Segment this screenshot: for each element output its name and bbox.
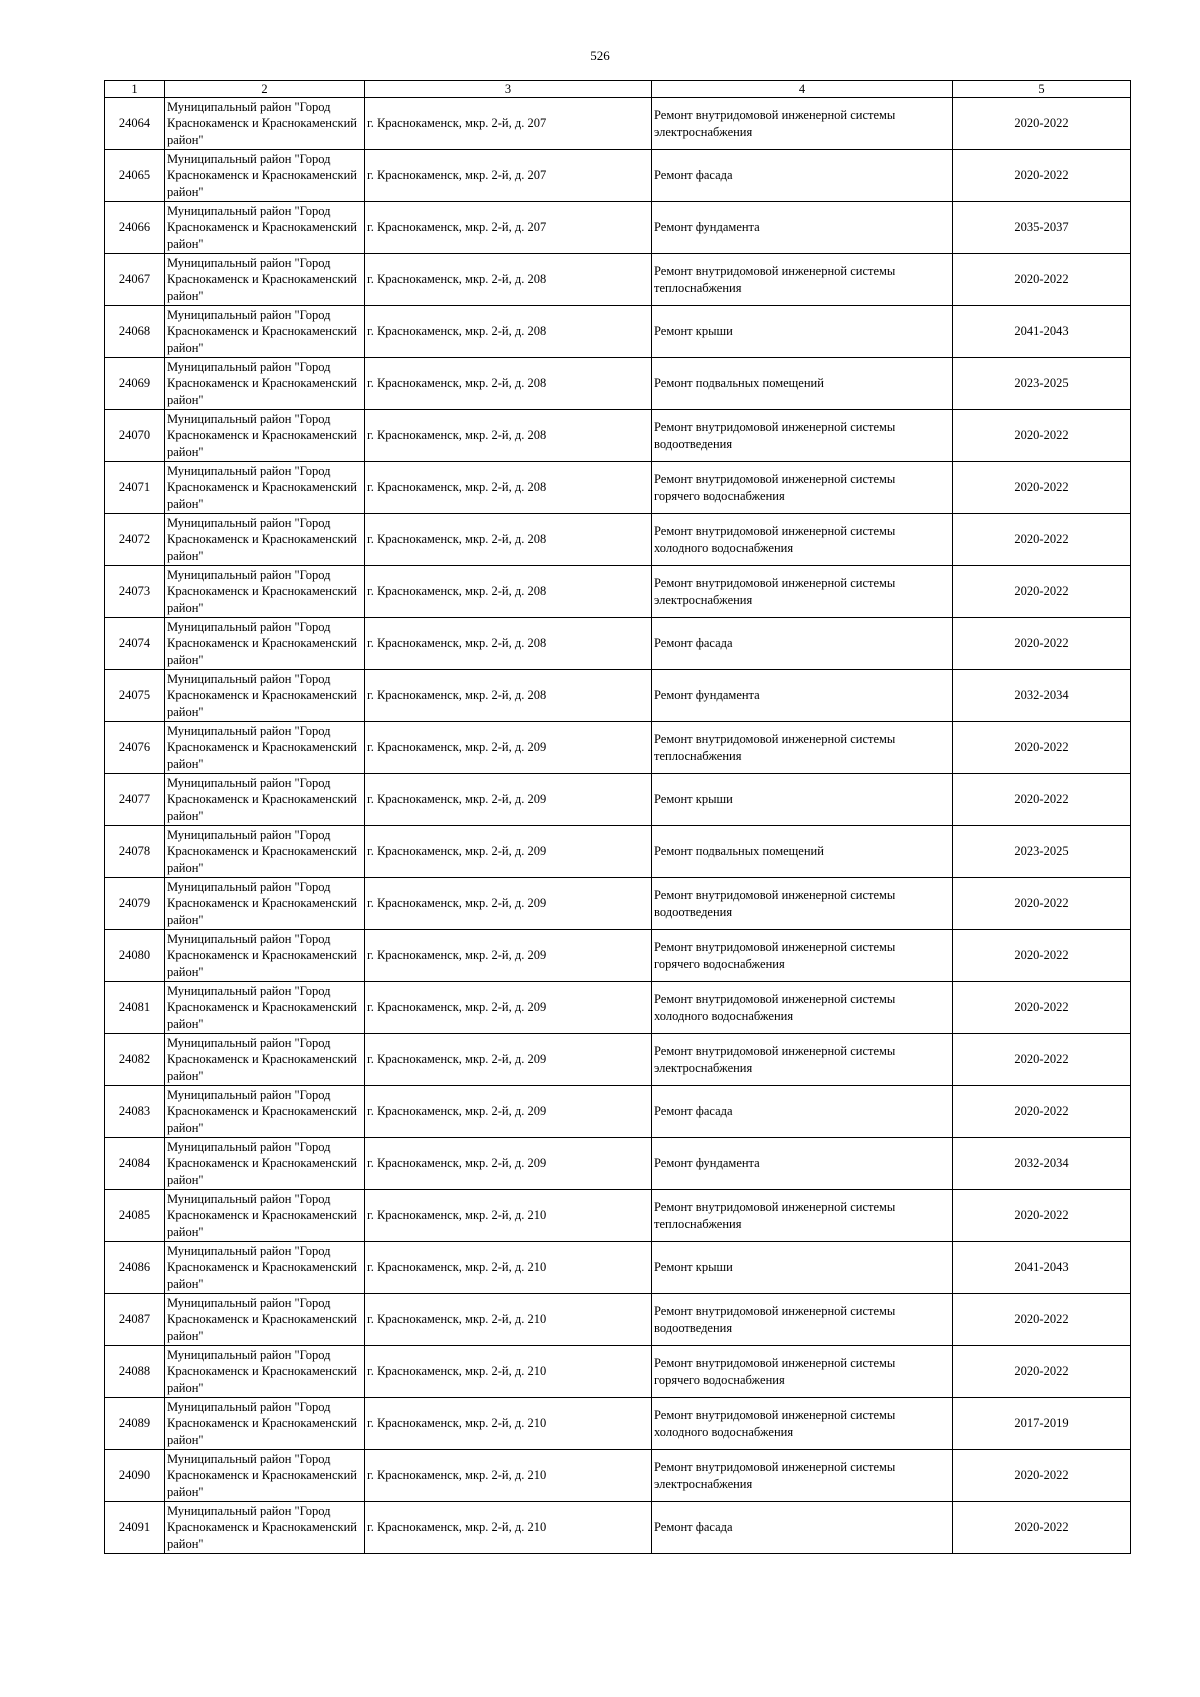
table-row: [105, 1034, 1131, 1086]
row-number-cell: 24065: [105, 150, 165, 202]
column-header-2: 2: [165, 81, 365, 98]
work-type-cell: [652, 98, 953, 150]
period-cell: 2017-2019: [953, 1398, 1131, 1450]
address-cell: г. Краснокаменск, мкр. 2-й, д. 210: [365, 1294, 652, 1346]
work-type-cell: [652, 202, 953, 254]
work-type-cell: [652, 670, 953, 722]
municipality-cell: Муниципальный район "Город Краснокаменск и Краснокаменский район": [165, 566, 365, 618]
work-type-cell: [652, 1138, 953, 1190]
column-header-3: 3: [365, 81, 652, 98]
work-type-cell: [652, 150, 953, 202]
period-cell: 2020-2022: [953, 1086, 1131, 1138]
table-row: [105, 1242, 1131, 1294]
work-type-cell: [652, 462, 953, 514]
row-number-cell: 24084: [105, 1138, 165, 1190]
period-cell: 2020-2022: [953, 1034, 1131, 1086]
table-row: [105, 618, 1131, 670]
work-type-cell: [652, 306, 953, 358]
period-cell: 2020-2022: [953, 1450, 1131, 1502]
table-header: [105, 81, 1131, 98]
work-type-text: Ремонт внутридомовой инженерной системы электроснабжения: [654, 1460, 896, 1491]
table-row: [105, 826, 1131, 878]
row-number-cell: 24072: [105, 514, 165, 566]
municipality-cell: Муниципальный район "Город Краснокаменск и Краснокаменский район": [165, 306, 365, 358]
period-cell: 2020-2022: [953, 878, 1131, 930]
period-cell: 2020-2022: [953, 930, 1131, 982]
work-type-text: Ремонт фасада: [654, 1104, 733, 1119]
municipality-cell: Муниципальный район "Город Краснокаменск и Краснокаменский район": [165, 930, 365, 982]
row-number-cell: 24077: [105, 774, 165, 826]
work-type-text: Ремонт крыши: [654, 324, 733, 339]
work-type-cell: [652, 1242, 953, 1294]
table-row: [105, 514, 1131, 566]
address-cell: г. Краснокаменск, мкр. 2-й, д. 209: [365, 878, 652, 930]
row-number-cell: 24073: [105, 566, 165, 618]
address-cell: г. Краснокаменск, мкр. 2-й, д. 209: [365, 1138, 652, 1190]
page-number: 526: [590, 48, 610, 63]
municipality-cell: Муниципальный район "Город Краснокаменск и Краснокаменский район": [165, 98, 365, 150]
municipality-cell: Муниципальный район "Город Краснокаменск и Краснокаменский район": [165, 1086, 365, 1138]
address-cell: г. Краснокаменск, мкр. 2-й, д. 210: [365, 1346, 652, 1398]
municipality-cell: Муниципальный район "Город Краснокаменск и Краснокаменский район": [165, 358, 365, 410]
work-type-cell: [652, 930, 953, 982]
period-cell: 2020-2022: [953, 1294, 1131, 1346]
period-cell: 2020-2022: [953, 462, 1131, 514]
row-number-cell: 24075: [105, 670, 165, 722]
municipality-cell: Муниципальный район "Город Краснокаменск и Краснокаменский район": [165, 1450, 365, 1502]
work-type-text: Ремонт внутридомовой инженерной системы водоотведения: [654, 1304, 896, 1335]
table-row: [105, 566, 1131, 618]
municipality-cell: Муниципальный район "Город Краснокаменск и Краснокаменский район": [165, 462, 365, 514]
period-cell: 2020-2022: [953, 774, 1131, 826]
row-number-cell: 24087: [105, 1294, 165, 1346]
municipality-cell: Муниципальный район "Город Краснокаменск и Краснокаменский район": [165, 1398, 365, 1450]
address-cell: г. Краснокаменск, мкр. 2-й, д. 208: [365, 410, 652, 462]
address-cell: г. Краснокаменск, мкр. 2-й, д. 208: [365, 306, 652, 358]
work-type-cell: [652, 1502, 953, 1554]
column-header-1: 1: [105, 81, 165, 98]
table-row: [105, 98, 1131, 150]
municipality-cell: Муниципальный район "Город Краснокаменск и Краснокаменский район": [165, 1502, 365, 1554]
table-row: [105, 254, 1131, 306]
repair-schedule-table: [104, 80, 1131, 1554]
work-type-text: Ремонт внутридомовой инженерной системы электроснабжения: [654, 1044, 896, 1075]
municipality-cell: Муниципальный район "Город Краснокаменск и Краснокаменский район": [165, 1138, 365, 1190]
municipality-cell: Муниципальный район "Город Краснокаменск и Краснокаменский район": [165, 774, 365, 826]
period-cell: 2035-2037: [953, 202, 1131, 254]
municipality-cell: Муниципальный район "Город Краснокаменск и Краснокаменский район": [165, 1034, 365, 1086]
period-cell: 2020-2022: [953, 722, 1131, 774]
work-type-text: Ремонт крыши: [654, 792, 733, 807]
row-number-cell: 24083: [105, 1086, 165, 1138]
address-cell: г. Краснокаменск, мкр. 2-й, д. 209: [365, 930, 652, 982]
table-row: [105, 1502, 1131, 1554]
address-cell: г. Краснокаменск, мкр. 2-й, д. 210: [365, 1398, 652, 1450]
table-row: [105, 722, 1131, 774]
table-body: [105, 98, 1131, 1554]
work-type-cell: [652, 1398, 953, 1450]
table-row: [105, 982, 1131, 1034]
work-type-cell: [652, 618, 953, 670]
work-type-text: Ремонт внутридомовой инженерной системы теплоснабжения: [654, 264, 896, 295]
address-cell: г. Краснокаменск, мкр. 2-й, д. 210: [365, 1450, 652, 1502]
header-row: [105, 81, 1131, 98]
table-row: [105, 670, 1131, 722]
work-type-text: Ремонт внутридомовой инженерной системы водоотведения: [654, 420, 896, 451]
work-type-text: Ремонт внутридомовой инженерной системы теплоснабжения: [654, 1200, 896, 1231]
work-type-cell: [652, 1190, 953, 1242]
address-cell: г. Краснокаменск, мкр. 2-й, д. 208: [365, 462, 652, 514]
address-cell: г. Краснокаменск, мкр. 2-й, д. 208: [365, 618, 652, 670]
row-number-cell: 24085: [105, 1190, 165, 1242]
row-number-cell: 24074: [105, 618, 165, 670]
address-cell: г. Краснокаменск, мкр. 2-й, д. 209: [365, 1086, 652, 1138]
period-cell: 2032-2034: [953, 1138, 1131, 1190]
work-type-text: Ремонт внутридомовой инженерной системы электроснабжения: [654, 576, 896, 607]
period-cell: 2020-2022: [953, 98, 1131, 150]
address-cell: г. Краснокаменск, мкр. 2-й, д. 209: [365, 982, 652, 1034]
table-row: [105, 1346, 1131, 1398]
table-row: [105, 774, 1131, 826]
table-row: [105, 306, 1131, 358]
work-type-text: Ремонт подвальных помещений: [654, 376, 824, 391]
row-number-cell: 24076: [105, 722, 165, 774]
municipality-cell: Муниципальный район "Город Краснокаменск и Краснокаменский район": [165, 150, 365, 202]
period-cell: 2020-2022: [953, 410, 1131, 462]
address-cell: г. Краснокаменск, мкр. 2-й, д. 209: [365, 774, 652, 826]
work-type-cell: [652, 826, 953, 878]
municipality-cell: Муниципальный район "Город Краснокаменск и Краснокаменский район": [165, 722, 365, 774]
table-row: [105, 202, 1131, 254]
row-number-cell: 24082: [105, 1034, 165, 1086]
table-row: [105, 1190, 1131, 1242]
table-row: [105, 930, 1131, 982]
table-row: [105, 1138, 1131, 1190]
municipality-cell: Муниципальный район "Город Краснокаменск и Краснокаменский район": [165, 1242, 365, 1294]
table-row: [105, 462, 1131, 514]
row-number-cell: 24069: [105, 358, 165, 410]
period-cell: 2020-2022: [953, 982, 1131, 1034]
work-type-text: Ремонт внутридомовой инженерной системы электроснабжения: [654, 108, 896, 139]
table-row: [105, 150, 1131, 202]
municipality-cell: Муниципальный район "Город Краснокаменск и Краснокаменский район": [165, 826, 365, 878]
work-type-text: Ремонт фундамента: [654, 688, 760, 703]
period-cell: 2020-2022: [953, 514, 1131, 566]
municipality-cell: Муниципальный район "Город Краснокаменск и Краснокаменский район": [165, 670, 365, 722]
work-type-cell: [652, 358, 953, 410]
period-cell: 2023-2025: [953, 358, 1131, 410]
municipality-cell: Муниципальный район "Город Краснокаменск и Краснокаменский район": [165, 514, 365, 566]
municipality-cell: Муниципальный район "Город Краснокаменск и Краснокаменский район": [165, 1294, 365, 1346]
address-cell: г. Краснокаменск, мкр. 2-й, д. 209: [365, 826, 652, 878]
period-cell: 2020-2022: [953, 254, 1131, 306]
work-type-cell: [652, 774, 953, 826]
table-row: [105, 1086, 1131, 1138]
municipality-cell: Муниципальный район "Город Краснокаменск и Краснокаменский район": [165, 618, 365, 670]
municipality-cell: Муниципальный район "Город Краснокаменск и Краснокаменский район": [165, 254, 365, 306]
work-type-cell: [652, 1034, 953, 1086]
work-type-text: Ремонт внутридомовой инженерной системы горячего водоснабжения: [654, 940, 896, 971]
work-type-cell: [652, 254, 953, 306]
period-cell: 2020-2022: [953, 1502, 1131, 1554]
row-number-cell: 24091: [105, 1502, 165, 1554]
address-cell: г. Краснокаменск, мкр. 2-й, д. 208: [365, 514, 652, 566]
work-type-text: Ремонт фундамента: [654, 1156, 760, 1171]
row-number-cell: 24079: [105, 878, 165, 930]
work-type-cell: [652, 1346, 953, 1398]
municipality-cell: Муниципальный район "Город Краснокаменск и Краснокаменский район": [165, 202, 365, 254]
work-type-cell: [652, 878, 953, 930]
period-cell: 2020-2022: [953, 1346, 1131, 1398]
period-cell: 2041-2043: [953, 306, 1131, 358]
work-type-text: Ремонт внутридомовой инженерной системы теплоснабжения: [654, 732, 896, 763]
period-cell: 2032-2034: [953, 670, 1131, 722]
address-cell: г. Краснокаменск, мкр. 2-й, д. 208: [365, 254, 652, 306]
municipality-cell: Муниципальный район "Город Краснокаменск и Краснокаменский район": [165, 878, 365, 930]
row-number-cell: 24067: [105, 254, 165, 306]
address-cell: г. Краснокаменск, мкр. 2-й, д. 208: [365, 566, 652, 618]
work-type-text: Ремонт внутридомовой инженерной системы холодного водоснабжения: [654, 992, 896, 1023]
work-type-cell: [652, 982, 953, 1034]
column-header-4: 4: [652, 81, 953, 98]
table-row: [105, 1450, 1131, 1502]
address-cell: г. Краснокаменск, мкр. 2-й, д. 210: [365, 1190, 652, 1242]
work-type-cell: [652, 1450, 953, 1502]
work-type-text: Ремонт фасада: [654, 168, 733, 183]
period-cell: 2023-2025: [953, 826, 1131, 878]
work-type-text: Ремонт крыши: [654, 1260, 733, 1275]
row-number-cell: 24071: [105, 462, 165, 514]
table-row: [105, 878, 1131, 930]
municipality-cell: Муниципальный район "Город Краснокаменск и Краснокаменский район": [165, 1346, 365, 1398]
address-cell: г. Краснокаменск, мкр. 2-й, д. 210: [365, 1502, 652, 1554]
work-type-text: Ремонт внутридомовой инженерной системы водоотведения: [654, 888, 896, 919]
row-number-cell: 24068: [105, 306, 165, 358]
work-type-cell: [652, 410, 953, 462]
work-type-cell: [652, 1294, 953, 1346]
period-cell: 2020-2022: [953, 618, 1131, 670]
period-cell: 2020-2022: [953, 150, 1131, 202]
address-cell: г. Краснокаменск, мкр. 2-й, д. 208: [365, 358, 652, 410]
work-type-text: Ремонт внутридомовой инженерной системы холодного водоснабжения: [654, 524, 896, 555]
period-cell: 2041-2043: [953, 1242, 1131, 1294]
work-type-cell: [652, 722, 953, 774]
work-type-text: Ремонт фундамента: [654, 220, 760, 235]
municipality-cell: Муниципальный район "Город Краснокаменск и Краснокаменский район": [165, 1190, 365, 1242]
municipality-cell: Муниципальный район "Город Краснокаменск и Краснокаменский район": [165, 982, 365, 1034]
row-number-cell: 24089: [105, 1398, 165, 1450]
work-type-text: Ремонт фасада: [654, 636, 733, 651]
municipality-cell: Муниципальный район "Город Краснокаменск и Краснокаменский район": [165, 410, 365, 462]
work-type-cell: [652, 1086, 953, 1138]
address-cell: г. Краснокаменск, мкр. 2-й, д. 207: [365, 150, 652, 202]
row-number-cell: 24086: [105, 1242, 165, 1294]
work-type-text: Ремонт внутридомовой инженерной системы горячего водоснабжения: [654, 1356, 896, 1387]
work-type-cell: [652, 514, 953, 566]
period-cell: 2020-2022: [953, 566, 1131, 618]
table-row: [105, 1294, 1131, 1346]
table-row: [105, 410, 1131, 462]
address-cell: г. Краснокаменск, мкр. 2-й, д. 209: [365, 722, 652, 774]
column-header-5: 5: [953, 81, 1131, 98]
row-number-cell: 24090: [105, 1450, 165, 1502]
row-number-cell: 24064: [105, 98, 165, 150]
table-row: [105, 1398, 1131, 1450]
row-number-cell: 24070: [105, 410, 165, 462]
period-cell: 2020-2022: [953, 1190, 1131, 1242]
work-type-text: Ремонт внутридомовой инженерной системы холодного водоснабжения: [654, 1408, 896, 1439]
row-number-cell: 24081: [105, 982, 165, 1034]
row-number-cell: 24078: [105, 826, 165, 878]
row-number-cell: 24088: [105, 1346, 165, 1398]
work-type-cell: [652, 566, 953, 618]
address-cell: г. Краснокаменск, мкр. 2-й, д. 209: [365, 1034, 652, 1086]
row-number-cell: 24080: [105, 930, 165, 982]
address-cell: г. Краснокаменск, мкр. 2-й, д. 207: [365, 202, 652, 254]
work-type-text: Ремонт подвальных помещений: [654, 844, 824, 859]
work-type-text: Ремонт фасада: [654, 1520, 733, 1535]
row-number-cell: 24066: [105, 202, 165, 254]
address-cell: г. Краснокаменск, мкр. 2-й, д. 208: [365, 670, 652, 722]
address-cell: г. Краснокаменск, мкр. 2-й, д. 207: [365, 98, 652, 150]
table-row: [105, 358, 1131, 410]
work-type-text: Ремонт внутридомовой инженерной системы горячего водоснабжения: [654, 472, 896, 503]
address-cell: г. Краснокаменск, мкр. 2-й, д. 210: [365, 1242, 652, 1294]
